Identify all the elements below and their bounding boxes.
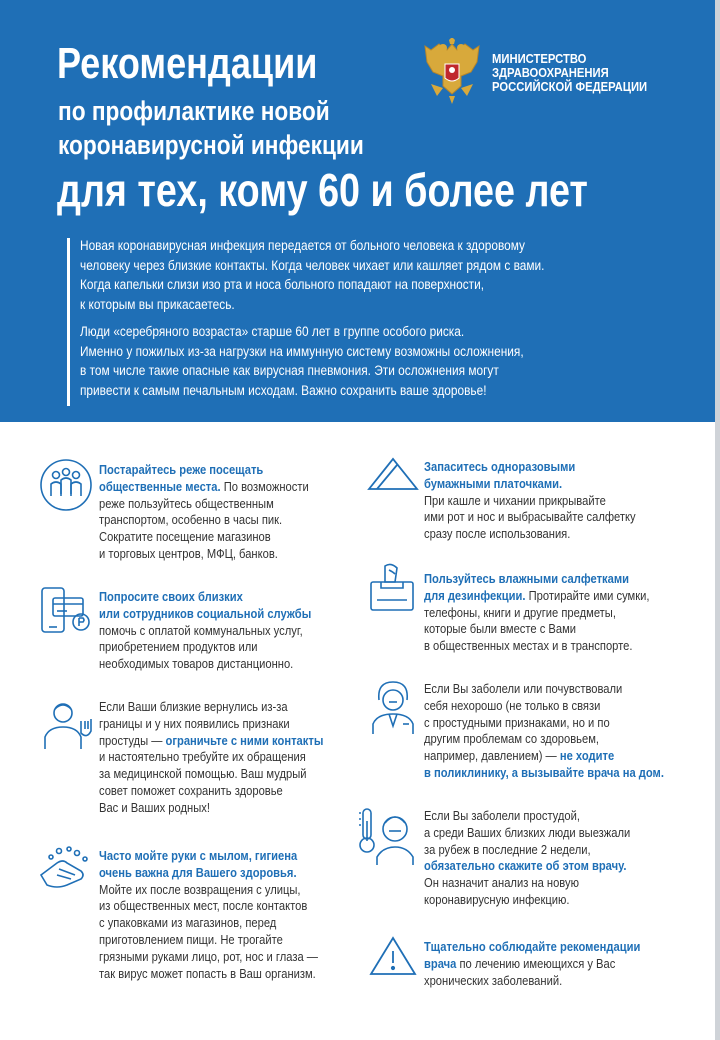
ministry-name: МИНИСТЕРСТВО ЗДРАВООХРАНЕНИЯ РОССИЙСКОЙ ФЕДЕРАЦИИ — [492, 52, 648, 94]
intro-text: Новая коронавирусная инфекция передается от больного человека к здоровому человеку через близкие контакты. Когда человек чихает или кашляет рядом с вами. Когда капельки слизи изо рта и носа больного попадают на поверхности, к которым вы прикасаетесь. Люди «серебряного возраста» старше 60 лет в группе особого риска. Именно у пожилых из-за нагрузки на иммунную систему возможны осложнения, в том числе такие опасные как вирусная пневмония. Эти осложнения могут привести к самым печальным исходам. Важно сохранить ваше здоровье! — [80, 238, 545, 398]
page-edge — [715, 0, 720, 1040]
tip-wash-hands: Часто мойте руки с мылом, гигиена очень важна для Вашего здоровья. Мойте их после возвращения с улицы, из общественных мест, после контактов с упаковками из магазинов, перед приготовлением пищи. Не трогайте грязными руками лицо, рот, нос и глаза — так вирус может попасть в Ваш организм. — [99, 848, 318, 981]
target-audience-title: для тех, кому 60 и более лет — [57, 164, 588, 216]
wet-wipes-icon — [367, 560, 417, 614]
people-group-icon — [39, 458, 93, 512]
tip-report-travel: Если Вы заболели простудой, а среди Ваших близких люди выезжали за рубеж в последние 2 недели, обязательно скажите об этом врачу. Он назначит анализ на новую коронавирусную инфекцию. — [424, 808, 631, 907]
intro-accent-bar — [67, 238, 70, 406]
page-title: Рекомендации — [57, 39, 318, 88]
tip-ask-relatives: Попросите своих близких или сотрудников социальной службы помочь с оплатой коммунальных услуг, приобретением продуктов или необходимых товаров дистанционно. — [99, 589, 312, 672]
tip-wet-wipes: Пользуйтесь влажными салфетками для дезинфекции. Протирайте ими сумки, телефоны, книги и другие предметы, которые были вместе с Вами в общественных местах и в транспорте. — [424, 571, 650, 654]
sick-person-icon — [357, 805, 417, 867]
page-subtitle: по профилактике новой коронавирусной инфекции — [58, 96, 364, 160]
tip-paper-tissues: Запаситесь одноразовыми бумажными платочками. При кашле и чихании прикрывайте ими рот и нос и выбрасывайте салфетку сразу после использования. — [424, 459, 636, 542]
header-banner — [0, 0, 715, 422]
warning-icon — [369, 935, 417, 977]
tip-call-doctor: Если Вы заболели или почувствовали себя нехорошо (не только в связи с простудными признаками, но и по другим проблемам со здоровьем, например, давлением) — не ходите в поликлинику, а вызывайте врача на дом. — [424, 681, 664, 780]
family-icon — [39, 699, 95, 753]
tip-limit-contacts: Если Ваши близкие вернулись из-за границы и у них появились признаки простуды — ограничьте с ними контакты и настоятельно требуйте их обращения за медицинской помощью. Ваш мудрый совет поможет сохранить здоровье Вас и Ваших родных! — [99, 699, 324, 815]
tip-avoid-public-places: Постарайтесь реже посещать общественные места. По возможности реже пользуйтесь общественным транспортом, особенно в часы пик. Сократите посещение магазинов и торговых центров, МФЦ, банков. — [99, 462, 309, 561]
hand-washing-icon — [37, 845, 95, 891]
doctor-icon — [369, 678, 417, 738]
tissue-triangle-icon — [367, 455, 419, 493]
coat-of-arms-icon — [421, 38, 483, 108]
tip-follow-doctor: Тщательно соблюдайте рекомендации врача по лечению имеющихся у Вас хронических заболеваний. — [424, 939, 641, 988]
phone-payment-icon — [39, 584, 93, 640]
